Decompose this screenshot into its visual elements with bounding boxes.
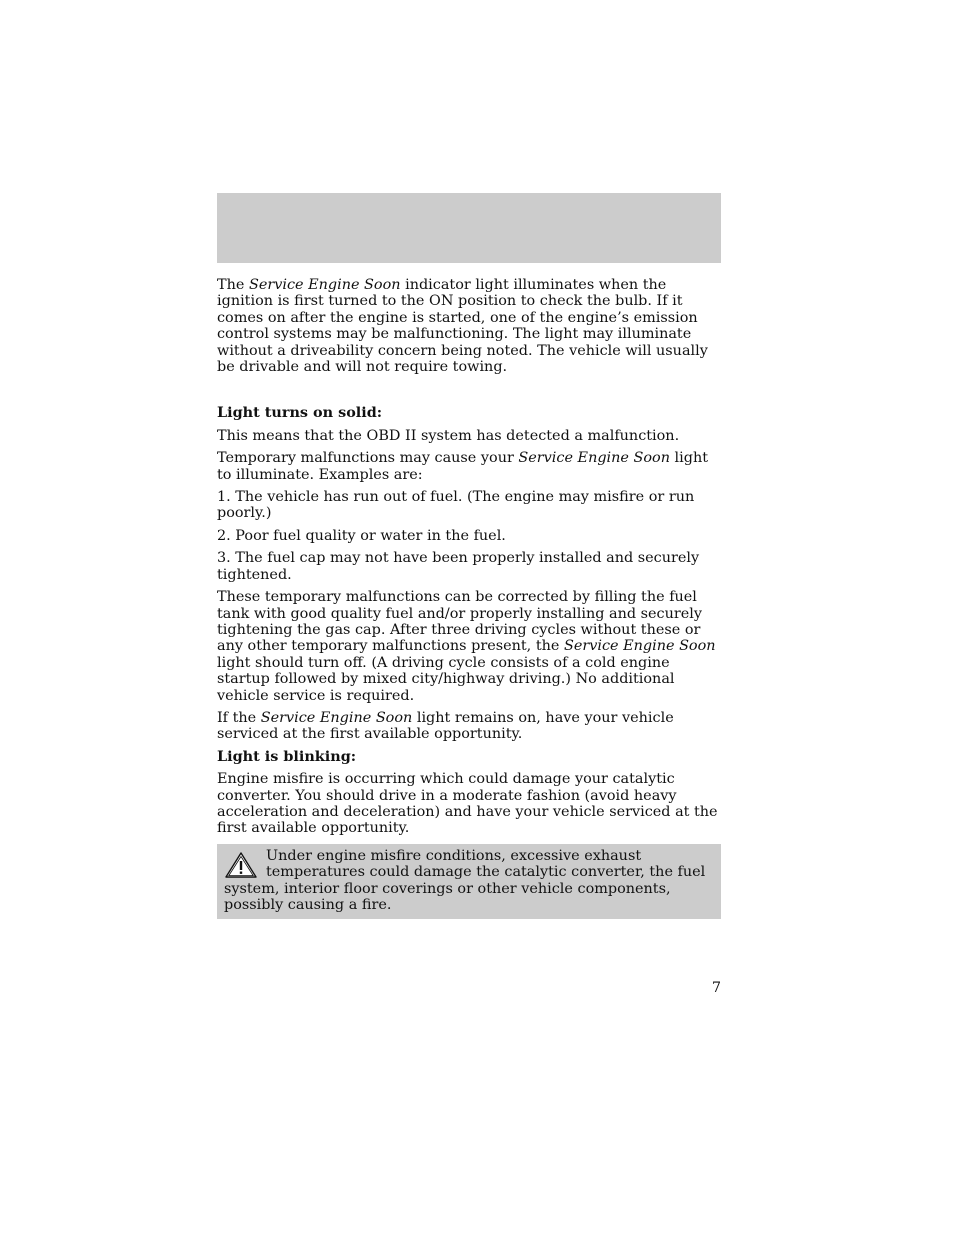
solid-p2-end: light to illuminate. Examples are: — [217, 450, 709, 483]
solid-p2-start: Temporary malfunctions may cause your — [217, 450, 519, 467]
intro-text-end: indicator light illuminates when the ignition is first turned to the ON position to check the bulb. If it comes on after the engine is started, one of the engine’s emission control systems may be malfunctioning. The light may illuminate without a driveability concern being noted. The vehicle will usually be drivable and will not require towing. — [217, 277, 708, 376]
solid-light-paragraph-4 — [217, 710, 721, 743]
warning-triangle-icon — [224, 851, 258, 879]
intro-paragraph — [217, 277, 721, 375]
solid-light-paragraph-3 — [217, 589, 721, 704]
solid-p4-start: If the — [217, 709, 261, 726]
example-item-2: 2. Poor fuel quality or water in the fuel. — [217, 527, 506, 544]
solid-light-paragraph-1: This means that the OBD II system has detected a malfunction. — [217, 427, 680, 444]
solid-light-paragraph-2 — [217, 450, 721, 483]
blinking-light-paragraph: Engine misfire is occurring which could damage your catalytic converter. You should drive in a moderate fashion (avoid heavy acceleration and deceleration) and have your vehicle serviced at the first available opportunity. — [217, 771, 718, 837]
solid-p3-start: These temporary malfunctions can be corrected by filling the fuel tank with good quality fuel and/or properly installing and securely tightening the gas cap. After three driving cycles without these or any other temporary malfunctions present, the — [217, 589, 703, 655]
solid-p3-indicator-name: Service Engine Soon — [563, 638, 716, 655]
warning-text: Under engine misfire conditions, excessive exhaust temperatures could damage the catalytic converter, the fuel system, interior floor coverings or other vehicle components, possibly causing a fire. — [224, 847, 706, 913]
warning-box — [217, 844, 721, 920]
intro-text-start: The — [217, 277, 249, 293]
solid-p3-end: light should turn off. (A driving cycle consists of a cold engine startup followed by mixed city/highway driving.) No additional vehicle service is required. — [217, 654, 675, 704]
example-item-3: 3. The fuel cap may not have been properly installed and securely tightened. — [217, 550, 700, 583]
intro-indicator-name: Service Engine Soon — [248, 277, 401, 293]
manual-page — [217, 193, 721, 913]
page-number: 7 — [711, 980, 721, 996]
example-item-1: 1. The vehicle has run out of fuel. (The engine may misfire or run poorly.) — [217, 489, 695, 522]
blinking-light-heading: Light is blinking: — [217, 747, 357, 765]
solid-p4-end: light remains on, have your vehicle serviced at the first available opportunity. — [217, 709, 674, 743]
page-content — [217, 277, 721, 919]
solid-p2-indicator-name: Service Engine Soon — [518, 450, 670, 467]
header-band — [217, 193, 721, 263]
solid-light-heading: Light turns on solid: — [217, 404, 383, 422]
solid-p4-indicator-name: Service Engine Soon — [260, 709, 413, 726]
